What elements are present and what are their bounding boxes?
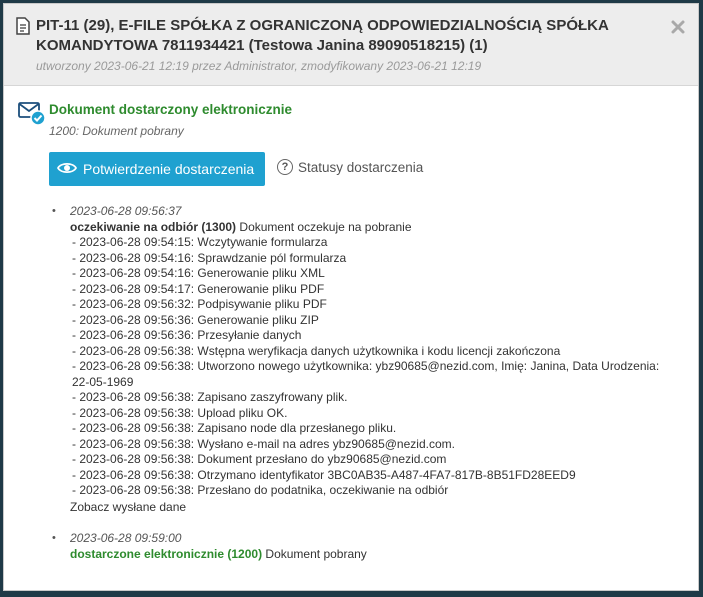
- status-subtitle: 1200: Dokument pobrany: [49, 124, 184, 138]
- log-line: - 2023-06-28 09:56:36: Przesyłanie danych: [72, 328, 302, 342]
- modal-title: PIT-11 (29), E-FILE SPÓŁKA Z OGRANICZONĄ ODPOWIEDZIALNOŚCIĄ SPÓŁKA KOMANDYTOWA 7811934421 (Testowa Janina 89090518215) (1): [36, 17, 609, 54]
- log-line: - 2023-06-28 09:56:38: Zapisano zaszyfrowany plik.: [72, 390, 348, 404]
- entry-status: [70, 219, 679, 235]
- modal-header: [4, 4, 698, 86]
- entry-status-label: oczekiwanie na odbiór (1300): [70, 220, 237, 234]
- document-icon: [15, 17, 31, 35]
- entry-status-text: Dokument oczekuje na pobranie: [236, 220, 412, 234]
- delivery-confirmation-button[interactable]: [49, 152, 265, 186]
- log-line: - 2023-06-28 09:56:38: Zapisano node dla przesłanego pliku.: [72, 421, 397, 435]
- modal-meta: utworzony 2023-06-21 12:19 przez Administrator, zmodyfikowany 2023-06-21 12:19: [36, 59, 482, 73]
- see-sent-data-link[interactable]: Zobacz wysłane dane: [70, 499, 187, 514]
- log-line: - 2023-06-28 09:54:15: Wczytywanie formularza: [72, 235, 328, 249]
- entry-date: 2023-06-28 09:56:37: [70, 204, 182, 218]
- bullet: •: [52, 205, 56, 217]
- eye-icon: [57, 161, 83, 178]
- history-entry: [49, 530, 679, 562]
- entry-status-label: dostarczone elektronicznie (1200): [70, 546, 263, 561]
- status-title: Dokument dostarczony elektronicznie: [49, 102, 293, 117]
- log-line: - 2023-06-28 09:54:16: Sprawdzanie pól formularza: [72, 250, 347, 265]
- log-line: - 2023-06-28 09:56:32: Podpisywanie pliku PDF: [72, 297, 327, 311]
- log-line: - 2023-06-28 09:56:38: Wstępna weryfikacja danych użytkownika i kodu licencji zakończona: [72, 343, 561, 358]
- log-line: - 2023-06-28 09:56:36: Generowanie pliku ZIP: [72, 312, 319, 327]
- entry-status-text: Dokument pobrany: [262, 546, 367, 561]
- mail-check-icon: [18, 100, 46, 126]
- entry-date: 2023-06-28 09:59:00: [70, 530, 182, 545]
- log-list: [70, 235, 679, 499]
- delivery-modal: [3, 3, 699, 591]
- log-line: - 2023-06-28 09:56:38: Utworzono nowego użytkownika: ybz90685@nezid.com, Imię: Janina, Data Urodzenia: 22-05-1969: [72, 359, 660, 389]
- log-line: - 2023-06-28 09:56:38: Upload pliku OK.: [72, 405, 288, 420]
- log-line: - 2023-06-28 09:54:17: Generowanie pliku PDF: [72, 281, 325, 296]
- delivery-confirmation-label: Potwierdzenie dostarczenia: [83, 161, 255, 177]
- log-line: - 2023-06-28 09:56:38: Otrzymano identyfikator 3BC0AB35-A487-4FA7-817B-8B51FD28EED9: [72, 467, 576, 482]
- bullet: •: [52, 531, 56, 544]
- question-circle-icon: ?: [277, 159, 293, 175]
- delivery-statuses-link[interactable]: [277, 159, 423, 175]
- log-line: - 2023-06-28 09:56:38: Dokument przesłano do ybz90685@nezid.com: [72, 452, 447, 466]
- history-entry: [49, 203, 679, 515]
- log-line: - 2023-06-28 09:56:38: Wysłano e-mail na adres ybz90685@nezid.com.: [72, 436, 455, 451]
- delivery-statuses-label: Statusy dostarczenia: [298, 159, 424, 175]
- entry-status: [70, 546, 679, 562]
- status-history: [49, 203, 679, 562]
- log-line: - 2023-06-28 09:54:16: Generowanie pliku XML: [72, 266, 325, 280]
- close-icon[interactable]: [670, 19, 686, 35]
- log-line: - 2023-06-28 09:56:38: Przesłano do podatnika, oczekiwanie na odbiór: [72, 483, 449, 497]
